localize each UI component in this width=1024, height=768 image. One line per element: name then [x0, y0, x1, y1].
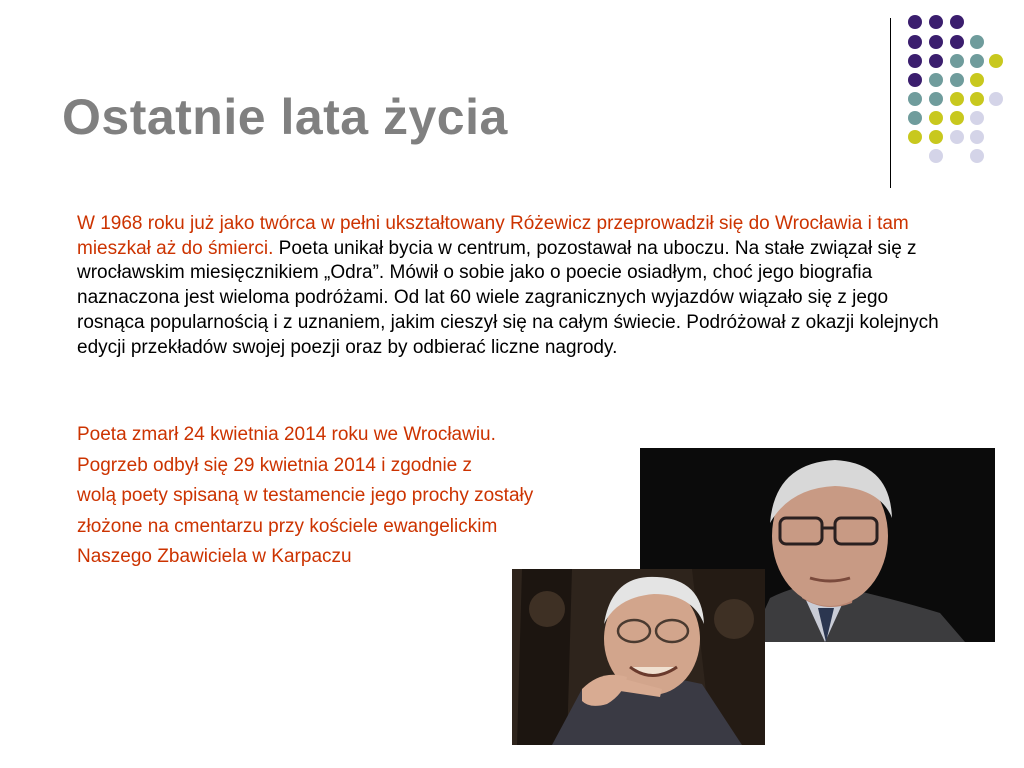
decorative-dot: [970, 73, 984, 87]
text-line: wolą poety spisaną w testamencie jego prochy zostały: [77, 485, 534, 506]
decorative-divider-line: [890, 18, 891, 188]
text-line: Poeta zmarł 24 kwietnia 2014 roku we Wrocławiu.: [77, 424, 496, 445]
paragraph-rest: Poeta unikał bycia w centrum, pozostawał na uboczu. Na stałe związał się z wrocławskim miesięcznikiem „Odra”. Mówił o sobie jako o poecie osiadłym, choć jego biografia naznaczona jest wieloma podróżami. Od lat 60 wiele zagranicznych wyjazdów wiązało się z jego rosnąca popularnością i z uznaniem, jakim cieszył się na całym świecie. Podróżował z okazji kolejnych edycji przekładów swojej poezji oraz by odbierać liczne nagrody.: [77, 237, 939, 358]
decorative-dot: [950, 73, 964, 87]
decorative-dot: [908, 111, 922, 125]
decorative-dot: [970, 130, 984, 144]
decorative-dot: [908, 92, 922, 106]
decorative-dot: [908, 130, 922, 144]
decorative-dot: [950, 130, 964, 144]
decorative-dot: [908, 54, 922, 68]
decorative-dot: [950, 111, 964, 125]
decorative-dot: [989, 54, 1003, 68]
decorative-dot: [908, 73, 922, 87]
paragraph-death-and-funeral: [77, 420, 647, 573]
decorative-dot: [970, 92, 984, 106]
text-line: Naszego Zbawiciela w Karpaczu: [77, 546, 352, 567]
decorative-dot: [929, 92, 943, 106]
decorative-dot: [950, 54, 964, 68]
decorative-dot: [929, 35, 943, 49]
highlighted-sentence: W 1968 roku już jako twórca w pełni ukształtowany Różewicz przeprowadził się do Wrocławia i tam mieszkał aż do śmierci.: [77, 213, 909, 259]
photo-smiling-man-pointing: [512, 569, 765, 745]
decorative-dot: [929, 73, 943, 87]
decorative-dot: [970, 149, 984, 163]
decorative-dot: [970, 35, 984, 49]
decorative-dot: [929, 149, 943, 163]
slide-title: Ostatnie lata życia: [62, 89, 508, 145]
decorative-dot: [908, 35, 922, 49]
decorative-dot: [989, 92, 1003, 106]
decorative-dot: [950, 15, 964, 29]
decorative-dot: [929, 111, 943, 125]
decorative-dot: [929, 15, 943, 29]
decorative-dot: [929, 54, 943, 68]
decorative-dot: [970, 111, 984, 125]
decorative-dot: [950, 92, 964, 106]
text-line: Pogrzeb odbył się 29 kwietnia 2014 i zgodnie z: [77, 454, 473, 476]
decorative-dot: [929, 130, 943, 144]
paragraph-moving-to-wroclaw: [77, 212, 957, 360]
decorative-dot: [908, 15, 922, 29]
decorative-dot: [970, 54, 984, 68]
text-line: złożone na cmentarzu przy kościele ewangelickim: [77, 515, 498, 537]
decorative-dot: [950, 35, 964, 49]
